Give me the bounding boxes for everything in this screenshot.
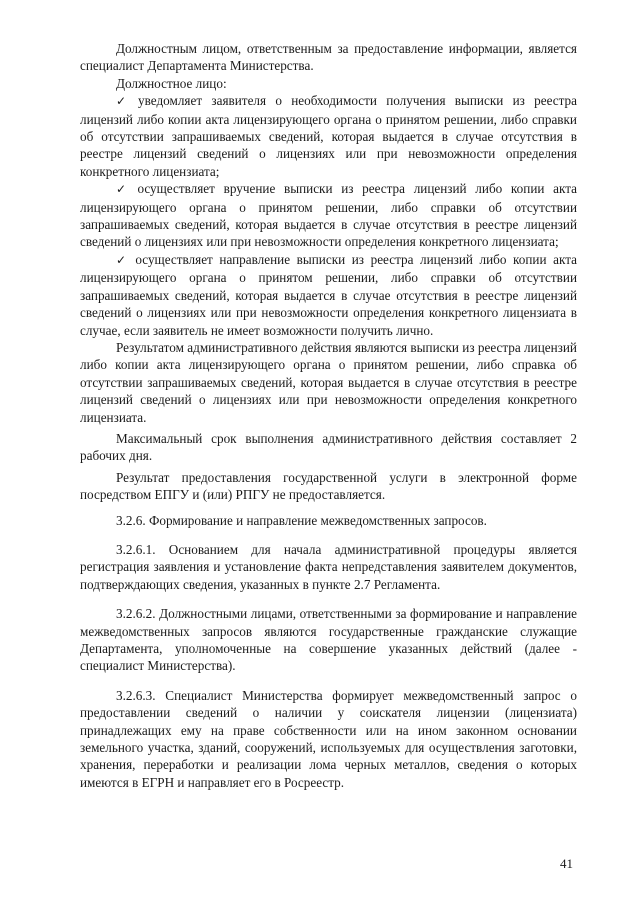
- paragraph-3-2-6-2: 3.2.6.2. Должностными лицами, ответственными за формирование и направление межведомственных запросов являются государственные гражданские служащие Департамента, уполномоченные на совершение указанных действий (далее - специалист Министерства).: [80, 606, 577, 674]
- paragraph-electronic-result: Результат предоставления государственной услуги в электронной форме посредством ЕПГУ и (или) РПГУ не предоставляется.: [80, 469, 577, 503]
- paragraph-result: Результатом административного действия являются выписки из реестра лицензий либо копии акта лицензирующего органа о принятом решении, либо справка об отсутствии запрашиваемых сведений, которая выдается в случае отсутствия в реестре лицензий сведений о лицензиях или при невозможности определения конкретного лицензиата.: [80, 339, 577, 425]
- paragraph-sending-text: осуществляет направление выписки из реестра лицензий либо копии акта лицензирующего органа о принятом решении, либо справки об отсутствии запрашиваемых сведений, которая выдается в случае отсутствия в реестре лицензий сведений о лицензиях или при невозможности определения конкретного лицензиата в случае, если заявитель не имеет возможности получить лично.: [80, 251, 577, 338]
- paragraph-notify-applicant: [80, 92, 577, 180]
- paragraph-responsible-person: Должностным лицом, ответственным за предоставление информации, является специалист Департамента Министерства.: [80, 41, 577, 74]
- check-mark-icon: ✓: [116, 252, 130, 267]
- paragraph-3-2-6-3: 3.2.6.3. Специалист Министерства формирует межведомственный запрос о предоставлении сведений о наличии у соискателя лицензии (лицензиата) принадлежащих ему на праве собственности или на ином законном основании земельного участка, зданий, сооружений, используемых для осуществления заготовки, хранения, переработки и реализации лома черных металлов, сведения о которых имеются в ЕГРН и направляет его в Росреестр.: [80, 687, 577, 790]
- paragraph-official-label: Должностное лицо:: [116, 75, 227, 91]
- check-mark-icon: ✓: [116, 182, 132, 197]
- paragraph-delivery-text: осуществляет вручение выписки из реестра лицензий либо копии акта лицензирующего органа о принятом решении, либо справки об отсутствии запрашиваемых сведений, которая выдается в случае отсутствия в реестре лицензий сведений о лицензиях или при невозможности определения конкретного лицензиата;: [80, 181, 577, 250]
- paragraph-delivery: [80, 180, 577, 251]
- check-mark-icon: ✓: [116, 94, 133, 109]
- paragraph-sending: [80, 251, 577, 339]
- paragraph-3-2-6-1: 3.2.6.1. Основанием для начала административной процедуры является регистрация заявления и установление факта непредставления заявителем документов, подтверждающих сведения, указанных в пункте 2.7 Регламента.: [80, 541, 577, 592]
- paragraph-notify-applicant-text: уведомляет заявителя о необходимости получения выписки из реестра лицензий либо копии акта лицензирующего органа о принятом решении, либо справки об отсутствии запрашиваемых сведений, которая выдается в случае отсутствия в реестре лицензий сведений о лицензиях или при невозможности определения конкретного лицензиата;: [80, 93, 577, 179]
- section-heading-3-2-6: 3.2.6. Формирование и направление межведомственных запросов.: [116, 512, 487, 528]
- document-body: [80, 40, 577, 791]
- paragraph-max-term: Максимальный срок выполнения административного действия составляет 2 рабочих дня.: [80, 430, 577, 464]
- page-number: 41: [560, 856, 573, 871]
